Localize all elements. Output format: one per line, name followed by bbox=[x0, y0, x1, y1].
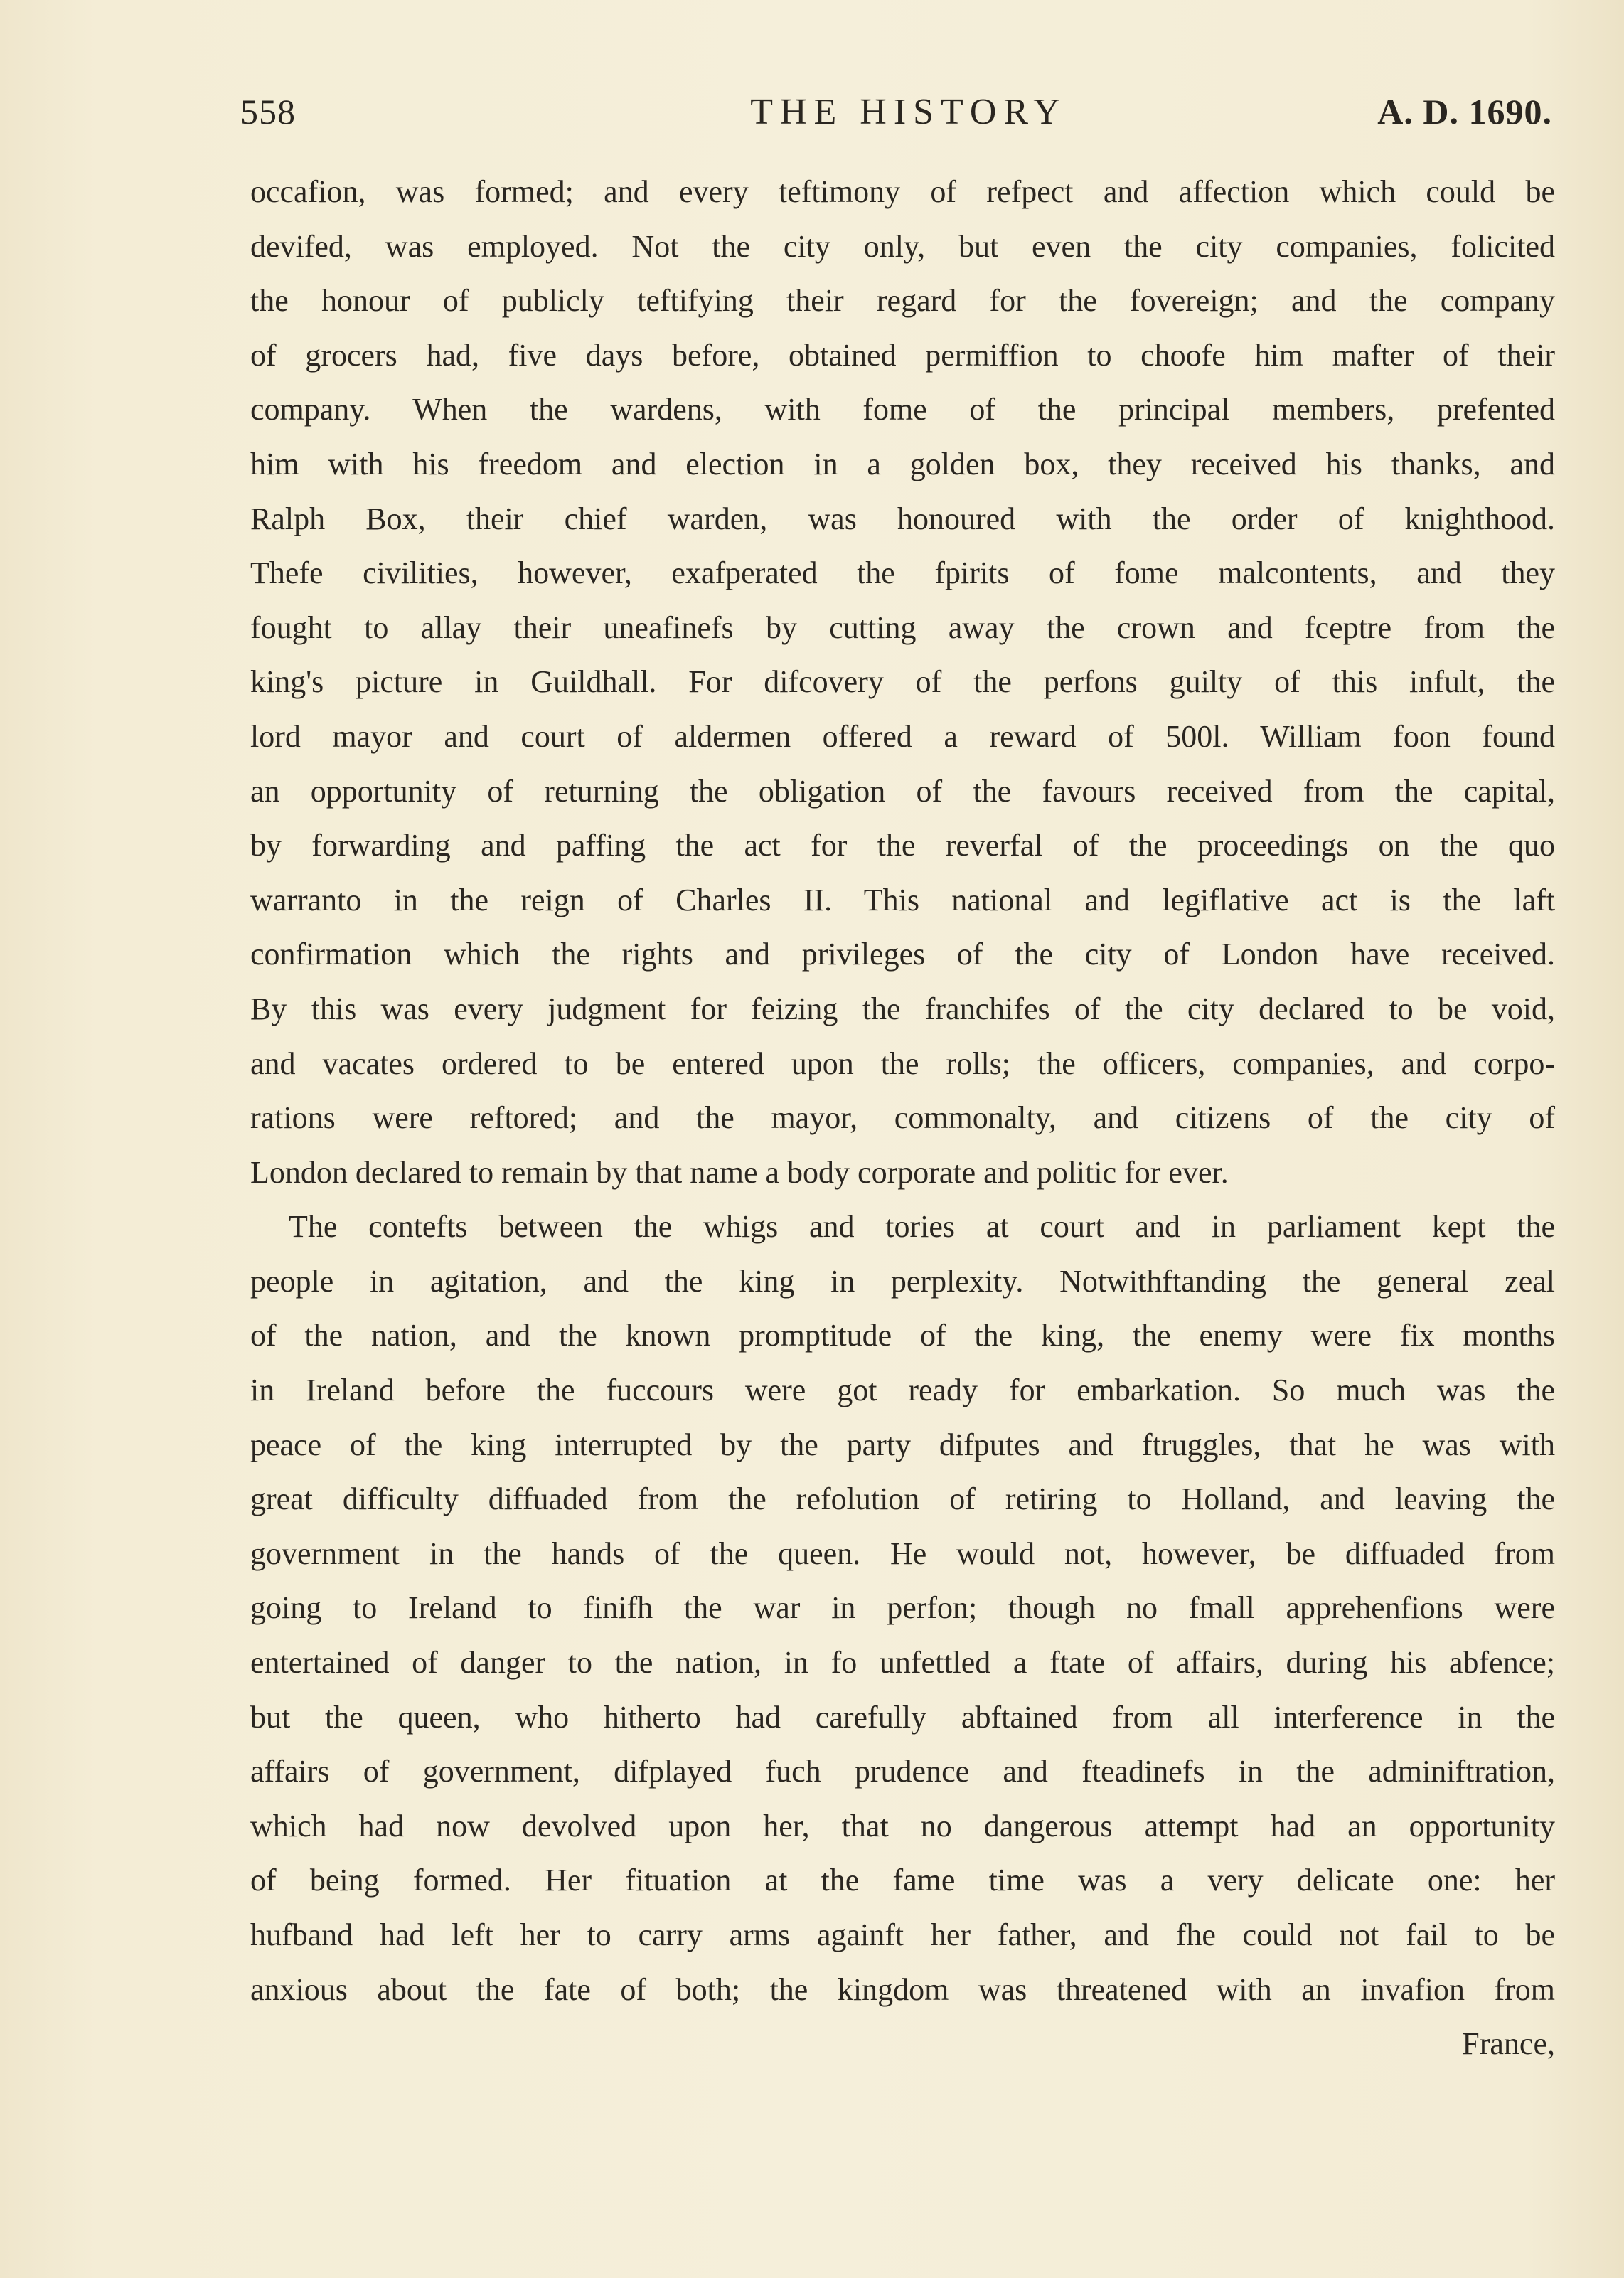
text-line: confirmation which the rights and privileges of the city of London have received. bbox=[250, 937, 1555, 972]
text-line: Ralph Box, their chief warden, was honoured with the order of knighthood. bbox=[250, 501, 1555, 536]
text-line: but the queen, who hitherto had carefully abftained from all interference in the bbox=[250, 1699, 1555, 1735]
text-line: which had now devolved upon her, that no dangerous attempt had an opportunity bbox=[250, 1808, 1555, 1843]
running-head bbox=[240, 91, 1552, 141]
text-line: him with his freedom and election in a golden box, they received his thanks, and bbox=[250, 446, 1555, 481]
text-line: an opportunity of returning the obligation of the favours received from the capital, bbox=[250, 773, 1555, 809]
text-line: in Ireland before the fuccours were got ready for embarkation. So much was the bbox=[250, 1373, 1555, 1408]
text-line: warranto in the reign of Charles II. This national and legiflative act is the laft bbox=[250, 882, 1555, 917]
text-line: company. When the wardens, with fome of the principal members, prefented bbox=[250, 392, 1555, 427]
text-line: fought to allay their uneafinefs by cutting away the crown and fceptre from the bbox=[250, 610, 1555, 645]
text-line: occafion, was formed; and every teftimony of refpect and affection which could be bbox=[250, 174, 1555, 209]
text-line: entertained of danger to the nation, in fo unfettled a ftate of affairs, during his abfence; bbox=[250, 1645, 1555, 1681]
text-line: lord mayor and court of aldermen offered a reward of 500l. William foon found bbox=[250, 718, 1555, 754]
text-line: of being formed. Her fituation at the fame time was a very delicate one: her bbox=[250, 1863, 1555, 1898]
text-line: rations were reftored; and the mayor, commonalty, and citizens of the city of bbox=[250, 1100, 1555, 1136]
text-line: people in agitation, and the king in perplexity. Notwithftanding the general zeal bbox=[250, 1263, 1555, 1299]
text-line: anxious about the fate of both; the kingdom was threatened with an invafion from bbox=[250, 1971, 1555, 2007]
text-line: hufband had left her to carry arms againft her father, and fhe could not fail to be bbox=[250, 1917, 1555, 1952]
year-marker: A. D. 1690. bbox=[1377, 92, 1552, 132]
text-line: London declared to remain by that name a body corporate and politic for ever. bbox=[250, 1154, 1229, 1190]
text-line: of grocers had, five days before, obtained permiffion to choofe him mafter of their bbox=[250, 337, 1555, 373]
text-line: affairs of government, difplayed fuch prudence and fteadinefs in the adminiftration, bbox=[250, 1754, 1555, 1789]
page-number: 558 bbox=[240, 92, 296, 132]
text-line: of the nation, and the known promptitude of the king, the enemy were fix months bbox=[250, 1318, 1555, 1353]
text-line: By this was every judgment for feizing the franchifes of the city declared to be void, bbox=[250, 991, 1555, 1026]
text-line: and vacates ordered to be entered upon the rolls; the officers, companies, and corpo- bbox=[250, 1045, 1555, 1081]
catchword: France, bbox=[1462, 2026, 1555, 2062]
text-line: the honour of publicly teftifying their regard for the fovereign; and the company bbox=[250, 283, 1555, 319]
body-text bbox=[250, 165, 1555, 2072]
text-line: Thefe civilities, however, exafperated the fpirits of fome malcontents, and they bbox=[250, 555, 1555, 591]
text-line: by forwarding and paffing the act for the reverfal of the proceedings on the quo bbox=[250, 828, 1555, 863]
text-line: king's picture in Guildhall. For difcovery of the perfons guilty of this infult, the bbox=[250, 664, 1555, 700]
text-line: The contefts between the whigs and tories at court and in parliament kept the bbox=[289, 1209, 1555, 1245]
text-line: government in the hands of the queen. He would not, however, be diffuaded from bbox=[250, 1535, 1555, 1571]
text-line: peace of the king interrupted by the party difputes and ftruggles, that he was with bbox=[250, 1427, 1555, 1462]
text-line: great difficulty diffuaded from the refolution of retiring to Holland, and leaving the bbox=[250, 1481, 1555, 1517]
text-line: devifed, was employed. Not the city only, but even the city companies, folicited bbox=[250, 228, 1555, 264]
text-line: going to Ireland to finifh the war in perfon; though no fmall apprehenfions were bbox=[250, 1590, 1555, 1626]
running-title: THE HISTORY bbox=[750, 92, 1067, 132]
